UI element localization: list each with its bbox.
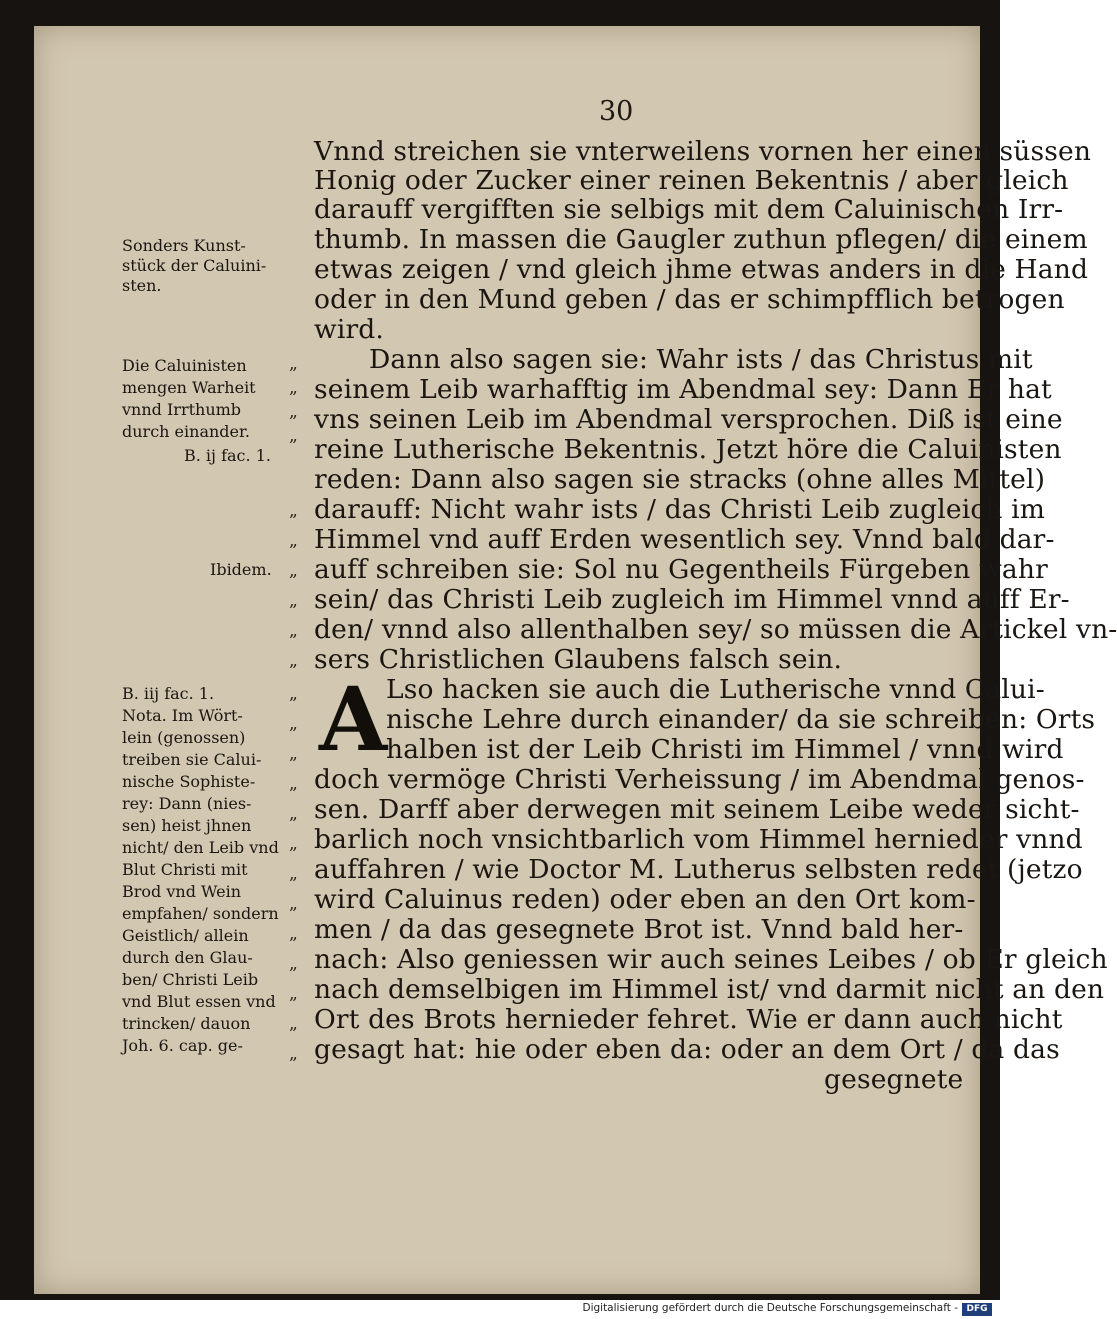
text-line: Honig oder Zucker einer reinen Bekentnis / aber gleich: [314, 165, 1069, 196]
text-line: gesagt hat: hie oder eben da: oder an dem Ort / da das: [314, 1034, 1060, 1065]
margin-note-line: sten.: [122, 276, 162, 295]
quote-mark: „: [289, 378, 298, 398]
text-line: oder in den Mund geben / das er schimpfflich betrogen: [314, 284, 1065, 315]
margin-note-line: lein (genossen): [122, 728, 246, 747]
quote-mark: „: [289, 501, 298, 521]
quote-mark: „: [289, 621, 298, 641]
quote-mark: „: [289, 984, 298, 1004]
margin-note-line: Geistlich/ allein: [122, 926, 249, 945]
decorative-initial: A: [319, 667, 388, 771]
margin-note-line: mengen Warheit: [122, 378, 256, 397]
quote-mark: „: [289, 402, 298, 422]
quote-mark: „: [289, 426, 298, 446]
text-line: Himmel vnd auff Erden wesentlich sey. Vnnd bald dar-: [314, 524, 1055, 555]
text-line: thumb. In massen die Gaugler zuthun pflegen/ die einem: [314, 224, 1088, 255]
margin-note-line: Blut Christi mit: [122, 860, 248, 879]
margin-note-line: durch den Glau-: [122, 948, 253, 967]
quote-mark: „: [289, 684, 298, 704]
margin-note-line: durch einander.: [122, 422, 250, 441]
dfg-logo-icon: DFG: [962, 1303, 992, 1316]
margin-note-line: B. ij fac. 1.: [184, 446, 271, 465]
text-line: seinem Leib warhafftig im Abendmal sey: Dann Er hat: [314, 374, 1052, 405]
catchword: gesegnete: [824, 1064, 964, 1095]
quote-mark: „: [289, 354, 298, 374]
margin-note-line: Die Caluinisten: [122, 356, 247, 375]
quote-mark: „: [289, 651, 298, 671]
margin-note-line: Joh. 6. cap. ge-: [122, 1036, 243, 1055]
text-line: auff schreiben sie: Sol nu Gegentheils Fürgeben wahr: [314, 554, 1048, 585]
text-line: vns seinen Leib im Abendmal versprochen. Diß ist eine: [314, 404, 1063, 435]
margin-note-line: B. iij fac. 1.: [122, 684, 215, 703]
quote-mark: „: [289, 924, 298, 944]
book-page: [34, 26, 1117, 1294]
quote-mark: „: [289, 1014, 298, 1034]
margin-note-line: ben/ Christi Leib: [122, 970, 259, 989]
quote-mark: „: [289, 714, 298, 734]
quote-mark: „: [289, 834, 298, 854]
quote-mark: „: [289, 744, 298, 764]
quote-mark: „: [289, 774, 298, 794]
margin-note-line: Ibidem.: [210, 560, 272, 579]
footer-bar: [0, 1300, 1000, 1319]
text-line: wird Caluinus reden) oder eben an den Ort kom-: [314, 884, 976, 915]
text-line: darauff vergifften sie selbigs mit dem Caluinischen Irr-: [314, 194, 1064, 225]
quote-mark: „: [289, 954, 298, 974]
text-line: halben ist der Leib Christi im Himmel / vnnd wird: [386, 734, 1064, 765]
quote-mark: „: [289, 591, 298, 611]
margin-note-line: rey: Dann (nies-: [122, 794, 252, 813]
text-line: den/ vnnd also allenthalben sey/ so müssen die Artickel vn-: [314, 614, 1117, 645]
text-line: darauff: Nicht wahr ists / das Christi Leib zugleich im: [314, 494, 1046, 525]
text-line: nische Lehre durch einander/ da sie schreiben: Orts: [386, 704, 1096, 735]
margin-note-line: treiben sie Calui-: [122, 750, 262, 769]
text-line: men / da das gesegnete Brot ist. Vnnd bald her-: [314, 914, 964, 945]
text-line: Lso hacken sie auch die Lutherische vnnd Calui-: [386, 674, 1045, 705]
text-line: doch vermöge Christi Verheissung / im Abendmal genos-: [314, 764, 1085, 795]
quote-mark: „: [289, 531, 298, 551]
text-line: etwas zeigen / vnd gleich jhme etwas anders in die Hand: [314, 254, 1089, 285]
page-number: 30: [599, 96, 634, 127]
margin-note-line: nische Sophiste-: [122, 772, 256, 791]
text-line: reden: Dann also sagen sie stracks (ohne alles Mittel): [314, 464, 1046, 495]
text-line: wird.: [314, 314, 384, 345]
quote-mark: „: [289, 561, 298, 581]
margin-note-line: Brod vnd Wein: [122, 882, 242, 901]
margin-note-line: empfahen/ sondern: [122, 904, 279, 923]
text-line: nach: Also geniessen wir auch seines Leibes / ob Er gleich: [314, 944, 1108, 975]
text-line: sein/ das Christi Leib zugleich im Himmel vnnd auff Er-: [314, 584, 1070, 615]
margin-note-line: stück der Caluini-: [122, 256, 267, 275]
margin-note-line: nicht/ den Leib vnd: [122, 838, 279, 857]
text-line: Dann also sagen sie: Wahr ists / das Christus mit: [369, 344, 1033, 375]
quote-mark: „: [289, 804, 298, 824]
quote-mark: „: [289, 864, 298, 884]
margin-note-line: Sonders Kunst-: [122, 236, 246, 255]
text-line: barlich noch vnsichtbarlich vom Himmel hernieder vnnd: [314, 824, 1083, 855]
margin-note-line: vnd Blut essen vnd: [122, 992, 276, 1011]
text-line: nach demselbigen im Himmel ist/ vnd darmit nicht an den: [314, 974, 1105, 1005]
text-line: Vnnd streichen sie vnterweilens vornen her einen süssen: [314, 136, 1092, 167]
text-line: sen. Darff aber derwegen mit seinem Leibe weder sicht-: [314, 794, 1080, 825]
margin-note-line: trincken/ dauon: [122, 1014, 251, 1033]
text-line: sers Christlichen Glaubens falsch sein.: [314, 644, 843, 675]
quote-mark: „: [289, 894, 298, 914]
text-line: auffahren / wie Doctor M. Lutherus selbsten redet (jetzo: [314, 854, 1083, 885]
text-line: Ort des Brots hernieder fehret. Wie er dann auch nicht: [314, 1004, 1063, 1035]
margin-note-line: vnnd Irrthumb: [122, 400, 242, 419]
quote-mark: „: [289, 1044, 298, 1064]
margin-note-line: sen) heist jhnen: [122, 816, 252, 835]
margin-note-line: Nota. Im Wört-: [122, 706, 243, 725]
text-line: reine Lutherische Bekentnis. Jetzt höre die Caluinisten: [314, 434, 1062, 465]
funding-credit: Digitalisierung gefördert durch die Deutsche Forschungsgemeinschaft -: [582, 1302, 958, 1314]
